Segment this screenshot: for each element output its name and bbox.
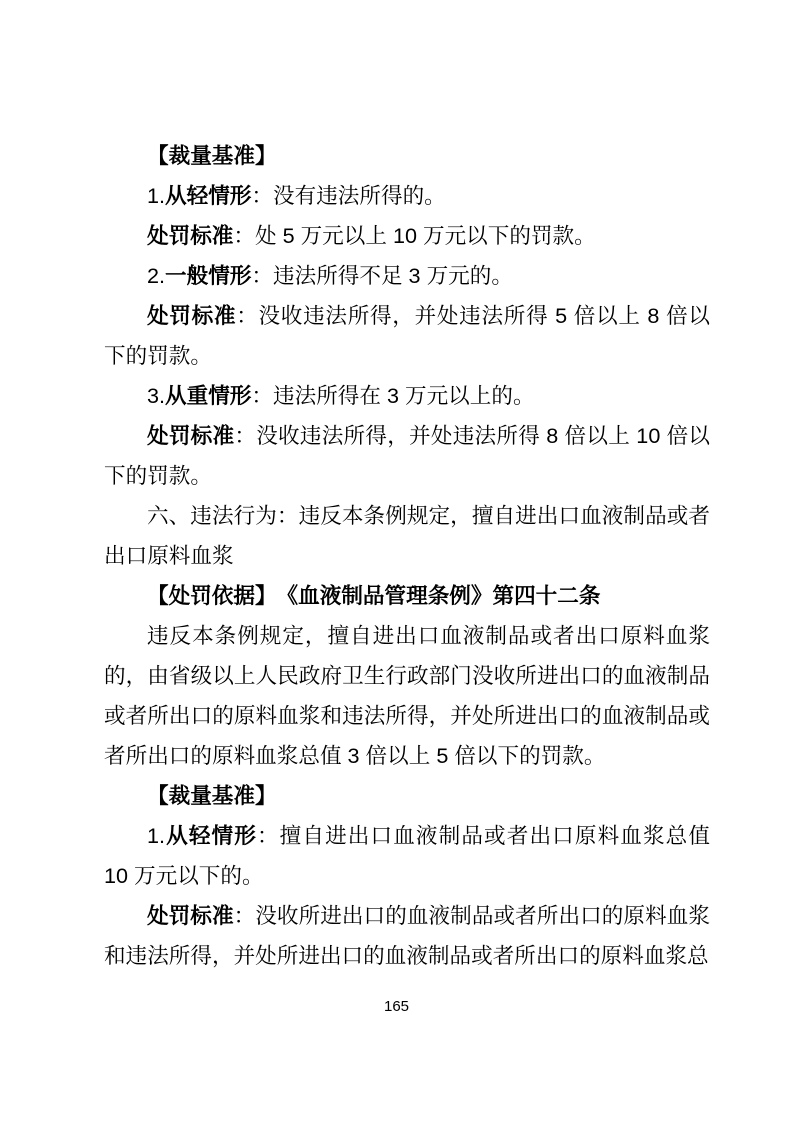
- text-run-bold: 从轻情形: [165, 183, 252, 208]
- text-run: ：没收所进出口的血液制品或者所出口的原料血浆和违法所得，并处所进出口的血液制品或者所出口的原料血浆总: [104, 903, 710, 968]
- text-run-bold: 【裁量基准】: [147, 143, 277, 168]
- text-run: 违反本条例规定，擅自进出口血液制品或者出口原料血浆的，由省级以上人民政府卫生行政部门没收所进出口的血液制品或者所出口的原料血浆和违法所得，并处所进出口的血液制品或者所出口的原料血浆总值 3 倍以上 5 倍以下的罚款。: [104, 623, 710, 768]
- document-body: [104, 136, 710, 976]
- text-run-bold: 处罚标准: [147, 423, 235, 448]
- text-run: 2.: [147, 263, 166, 288]
- text-run: ：没有违法所得的。: [251, 183, 446, 208]
- paragraph-penalty-standard: [104, 296, 710, 376]
- paragraph-numbered-item: [104, 176, 710, 216]
- text-run: 六、违法行为：违反本条例规定，擅自进出口血液制品或者出口原料血浆: [104, 503, 710, 568]
- text-run: ：擅自进出口血液制品或者出口原料血浆总值 10 万元以下的。: [104, 823, 710, 888]
- text-run: 1.: [147, 823, 166, 848]
- text-run: ：违法所得在 3 万元以上的。: [251, 383, 535, 408]
- text-run: 1.: [147, 183, 166, 208]
- paragraph-penalty-standard: [104, 896, 710, 976]
- paragraph-section-heading: [104, 576, 710, 616]
- text-run-bold: 处罚标准: [147, 223, 234, 248]
- paragraph-body-text: [104, 616, 710, 776]
- text-run-bold: 【处罚依据】 《血液制品管理条例》第四十二条: [147, 583, 601, 608]
- text-run-bold: 从重情形: [165, 383, 252, 408]
- text-run-bold: 处罚标准: [147, 303, 237, 328]
- text-run: ：没收违法所得，并处违法所得 8 倍以上 10 倍以下的罚款。: [104, 423, 710, 488]
- paragraph-section-heading: [104, 776, 710, 816]
- paragraph-numbered-item: [104, 376, 710, 416]
- page-number: 165: [383, 998, 410, 1015]
- paragraph-penalty-standard: [104, 416, 710, 496]
- paragraph-penalty-standard: [104, 216, 710, 256]
- paragraph-section-heading: [104, 136, 710, 176]
- text-run-bold: 处罚标准: [147, 903, 234, 928]
- text-run-bold: 从轻情形: [165, 823, 257, 848]
- paragraph-violation-item: [104, 496, 710, 576]
- paragraph-numbered-item: [104, 256, 710, 296]
- text-run-bold: 一般情形: [165, 263, 252, 288]
- text-run: ：违法所得不足 3 万元的。: [251, 263, 513, 288]
- text-run: 3.: [147, 383, 166, 408]
- paragraph-numbered-item: [104, 816, 710, 896]
- text-run: ：处 5 万元以上 10 万元以下的罚款。: [233, 223, 596, 248]
- text-run: ：没收违法所得，并处违法所得 5 倍以上 8 倍以下的罚款。: [104, 303, 710, 368]
- text-run-bold: 【裁量基准】: [147, 783, 277, 808]
